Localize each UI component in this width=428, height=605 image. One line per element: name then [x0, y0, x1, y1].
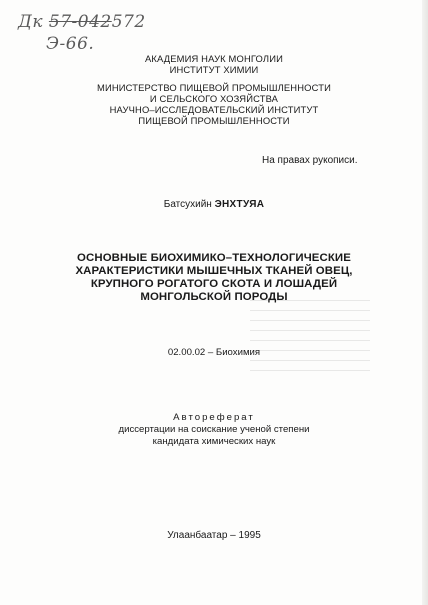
handwritten-shelfmark [18, 12, 146, 32]
handwritten-code: Э-66. [46, 34, 95, 54]
shelfmark-prefix: Дк [18, 12, 43, 32]
author-family-name: ЭНХТУЯА [214, 199, 265, 210]
ministry-line-3: НАУЧНО–ИССЛЕДОВАТЕЛЬСКИЙ ИНСТИТУТ [109, 104, 319, 115]
shelfmark-suffix: 572 [111, 12, 146, 32]
title-line-1: ОСНОВНЫЕ БИОХИМИКО–ТЕХНОЛОГИЧЕСКИЕ [77, 252, 351, 264]
title-line-3: КРУПНОГО РОГАТОГО СКОТА И ЛОШАДЕЙ [90, 278, 338, 290]
ministry-line-4: ПИЩЕВОЙ ПРОМЫШЛЕННОСТИ [138, 115, 290, 126]
place-and-year: Улаанбаатар – 1995 [167, 530, 261, 541]
org-line-1: АКАДЕМИЯ НАУК МОНГОЛИИ [145, 53, 283, 64]
specialty-code: 02.00.02 – Биохимия [167, 347, 261, 358]
abstract-line-1: диссертации на соискание ученой степени [118, 424, 310, 435]
ministry-line-1: МИНИСТЕРСТВО ПИЩЕВОЙ ПРОМЫШЛЕННОСТИ [97, 82, 331, 93]
author-given-name: Батсухийн [163, 199, 212, 210]
rights-note: На правах рукописи. [262, 155, 358, 166]
org-line-2: ИНСТИТУТ ХИМИИ [169, 64, 259, 75]
abstract-line-2: кандидата химических наук [152, 436, 276, 447]
ministry-line-2: И СЕЛЬСКОГО ХОЗЯЙСТВА [149, 93, 279, 104]
title-line-4: МОНГОЛЬСКОЙ ПОРОДЫ [140, 291, 288, 303]
title-line-2: ХАРАКТЕРИСТИКИ МЫШЕЧНЫХ ТКАНЕЙ ОВЕЦ, [75, 265, 353, 277]
shelfmark-number: 57-042 [48, 12, 112, 32]
author-name [0, 199, 428, 210]
abstract-heading: Автореферат [173, 412, 255, 423]
